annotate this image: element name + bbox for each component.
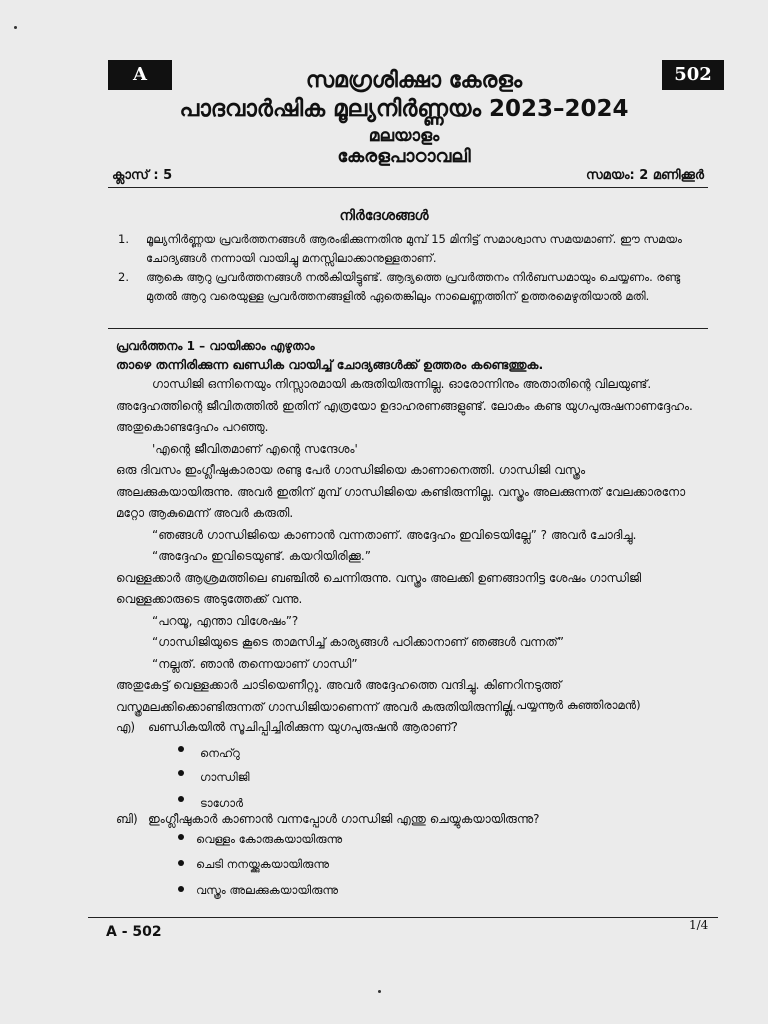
time-label: സമയം: 2 മണിക്കൂർ [585,168,704,183]
set-label-badge: A [108,60,172,90]
passage-paragraph: അതുകേട്ട് വെള്ളക്കാർ ചാടിയെണീറ്റു. അവർ അദ്ദേഹത്തെ വന്ദിച്ചു. കിണറിനടുത്ത് വസ്ത്രമലക്കിക്കൊണ്ടിരുന്നത് ഗാന്ധിജിയാണെന്ന് അവർ കരുതിയിരുന്നില്ല. [116,678,562,714]
bullet-icon [178,860,184,866]
instruction-number: 2. [118,270,129,284]
option-item[interactable]: ചെടി നനയ്ക്കുകയായിരുന്നു [196,857,330,871]
bullet-icon [178,746,184,752]
question-text: ഇംഗ്ലീഷുകാർ കാണാൻ വന്നപ്പോൾ ഗാന്ധിജി എന്തു ചെയ്യുകയായിരുന്നു? [148,812,540,826]
passage-dialogue: “ഞങ്ങൾ ഗാന്ധിജിയെ കാണാൻ വന്നതാണ്. അദ്ദേഹം ഇവിടെയില്ലേ” ? അവർ ചോദിച്ചു. [152,527,637,542]
activity-title: പ്രവർത്തനം 1 – വായിക്കാം എഴുതാം [116,339,315,353]
question-a [116,720,458,735]
page-number: 1/4 [689,918,709,932]
class-label: ക്ലാസ് : 5 [112,168,173,183]
bullet-icon [178,834,184,840]
passage-author: ( പയ്യന്നൂർ കുഞ്ഞിരാമൻ) [508,698,641,712]
question-label: ബി) [116,812,138,826]
instructions-divider [108,328,708,329]
subject-title: മലയാളം [368,126,440,146]
bullet-icon [178,886,184,892]
instruction-text: ആകെ ആറു പ്രവർത്തനങ്ങൾ നൽകിയിട്ടുണ്ട്. ആദ്യത്തെ പ്രവർത്തനം നിർബന്ധമായും ചെയ്യണം. രണ്ടു മുതൽ ആറു വരെയുള്ള പ്രവർത്തനങ്ങളിൽ ഏതെങ്കിലും നാലെണ്ണത്തിന് ഉത്തരമെഴുതിയാൽ മതി. [146,270,681,303]
organization-title: സമഗ്രശിക്ഷാ കേരളം [305,68,523,93]
scan-speck [14,26,17,29]
option-item[interactable]: വസ്ത്രം അലക്കുകയായിരുന്നു [196,883,339,897]
question-label: എ) [116,720,136,734]
option-item[interactable]: ഗാന്ധിജി [200,770,250,784]
passage-paragraph: വെള്ളക്കാർ ആശ്രമത്തിലെ ബഞ്ചിൽ ചെന്നിരുന്നു. വസ്ത്രം അലക്കി ഉണങ്ങാനിട്ട ശേഷം ഗാന്ധിജി വെള്ളക്കാരുടെ അടുത്തേക്ക് വന്നു. [116,570,642,606]
reader-title: കേരളപാഠാവലി [337,146,471,167]
passage-paragraph: ഗാന്ധിജി ഒന്നിനെയും നിസ്സാരമായി കരുതിയിരുന്നില്ല. ഓരോന്നിനും അതാതിന്റെ വിലയുണ്ട്. അദ്ദേഹത്തിന്റെ ജീവിതത്തിൽ ഇതിന് എത്രയോ ഉദാഹരണങ്ങളുണ്ട്. ലോകം കണ്ട യുഗപുരുഷനാണദ്ദേഹം. അതുകൊണ്ടദ്ദേഹം പറഞ്ഞു. [116,377,693,434]
instruction-text: മൂല്യനിർണ്ണയ പ്രവർത്തനങ്ങൾ ആരംഭിക്കുന്നതിനു മുമ്പ് 15 മിനിട്ട് സമാശ്വാസ സമയമാണ്. ഈ സമയം ചോദ്യങ്ങൾ നന്നായി വായിച്ചു മനസ്സിലാക്കാനുള്ളതാണ്. [146,232,682,265]
paper-code-badge: 502 [662,60,724,90]
instruction-item [118,230,703,268]
instructions-title: നിർദേശങ്ങൾ [339,208,429,224]
meta-row [112,168,704,183]
passage-dialogue: “അദ്ദേഹം ഇവിടെയുണ്ട്. കയറിയിരിക്കൂ.” [152,549,371,563]
header-divider [108,187,708,188]
exam-title: പാദവാർഷിക മൂല്യനിർണ്ണയം 2023–2024 [179,96,629,122]
passage [116,374,706,718]
passage-dialogue: “ഗാന്ധിജിയുടെ കൂടെ താമസിച്ച് കാര്യങ്ങൾ പഠിക്കാനാണ് ഞങ്ങൾ വന്നത്” [152,635,565,649]
bullet-icon [178,796,184,802]
passage-paragraph: ഒരു ദിവസം ഇംഗ്ലീഷുകാരായ രണ്ടു പേർ ഗാന്ധിജിയെ കാണാനെത്തി. ഗാന്ധിജി വസ്ത്രം അലക്കുകയായിരുന്നു. അവർ ഇതിന് മുമ്പ് ഗാന്ധിജിയെ കണ്ടിരുന്നില്ല. വസ്ത്രം അലക്കുന്നത് വേലക്കാരനോ മറ്റോ ആകുമെന്ന് അവർ കരുതി. [116,463,686,520]
option-item[interactable]: നെഹ്റു [200,746,240,760]
footer-code: A - 502 [106,924,162,940]
option-item[interactable]: വെള്ളം കോരുകയായിരുന്നു [196,832,343,846]
activity-subtitle: താഴെ തന്നിരിക്കുന്ന ഖണ്ഡിക വായിച്ച് ചോദ്യങ്ങൾക്ക് ഉത്തരം കണ്ടെത്തുക. [116,357,544,372]
bullet-icon [178,770,184,776]
passage-dialogue: “നല്ലത്. ഞാൻ തന്നെയാണ് ഗാന്ധി” [152,656,358,671]
footer-divider [88,917,718,918]
scan-speck [378,990,381,993]
question-b [116,812,540,827]
instruction-number: 1. [118,232,129,246]
option-item[interactable]: ടാഗോർ [200,796,244,810]
passage-quote: 'എന്റെ ജീവിതമാണ് എന്റെ സന്ദേശം' [152,441,358,456]
passage-dialogue: “പറയൂ, എന്താ വിശേഷം”? [152,613,299,628]
question-text: ഖണ്ഡികയിൽ സൂചിപ്പിച്ചിരിക്കുന്ന യുഗപുരുഷൻ ആരാണ്? [148,720,458,734]
instruction-item [118,268,703,306]
